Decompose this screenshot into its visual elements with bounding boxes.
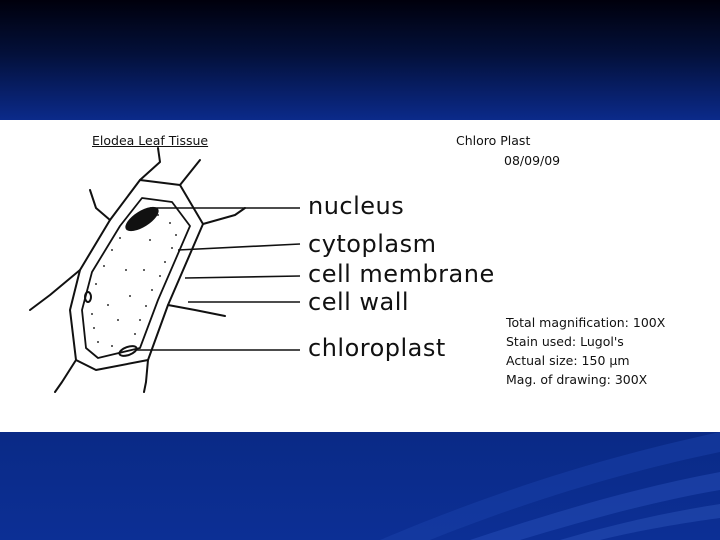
small-organelle bbox=[85, 292, 91, 302]
info-drawing-mag: Mag. of drawing: 300X bbox=[506, 372, 648, 387]
label-chloroplast: chloroplast bbox=[308, 334, 446, 362]
leader-cytoplasm bbox=[178, 244, 300, 250]
leader-cell-membrane bbox=[185, 276, 300, 278]
neighbor-wall-bottom-left bbox=[55, 360, 76, 392]
info-actual-size: Actual size: 150 µm bbox=[506, 353, 630, 368]
slide-header-band bbox=[0, 0, 720, 120]
info-stain: Stain used: Lugol's bbox=[506, 334, 624, 349]
diagram-panel bbox=[0, 120, 720, 432]
label-nucleus: nucleus bbox=[308, 192, 405, 220]
label-cell-membrane: cell membrane bbox=[308, 260, 495, 288]
slide-footer-band bbox=[0, 432, 720, 540]
neighbor-wall-right-lower bbox=[168, 305, 225, 316]
cytoplasm-dots bbox=[91, 214, 177, 347]
neighbor-wall-top-right bbox=[180, 160, 200, 185]
neighbor-wall-left-top bbox=[90, 190, 110, 220]
author-name: Chloro Plast bbox=[456, 133, 531, 148]
info-magnification: Total magnification: 100X bbox=[506, 315, 666, 330]
neighbor-wall-right bbox=[203, 208, 245, 224]
label-cytoplasm: cytoplasm bbox=[308, 230, 437, 258]
neighbor-wall-top bbox=[140, 148, 160, 180]
diagram-title: Elodea Leaf Tissue bbox=[92, 133, 209, 148]
label-cell-wall: cell wall bbox=[308, 288, 410, 316]
date-text: 08/09/09 bbox=[504, 153, 561, 168]
footer-swoosh bbox=[0, 432, 720, 540]
neighbor-wall-bottom bbox=[144, 360, 148, 392]
